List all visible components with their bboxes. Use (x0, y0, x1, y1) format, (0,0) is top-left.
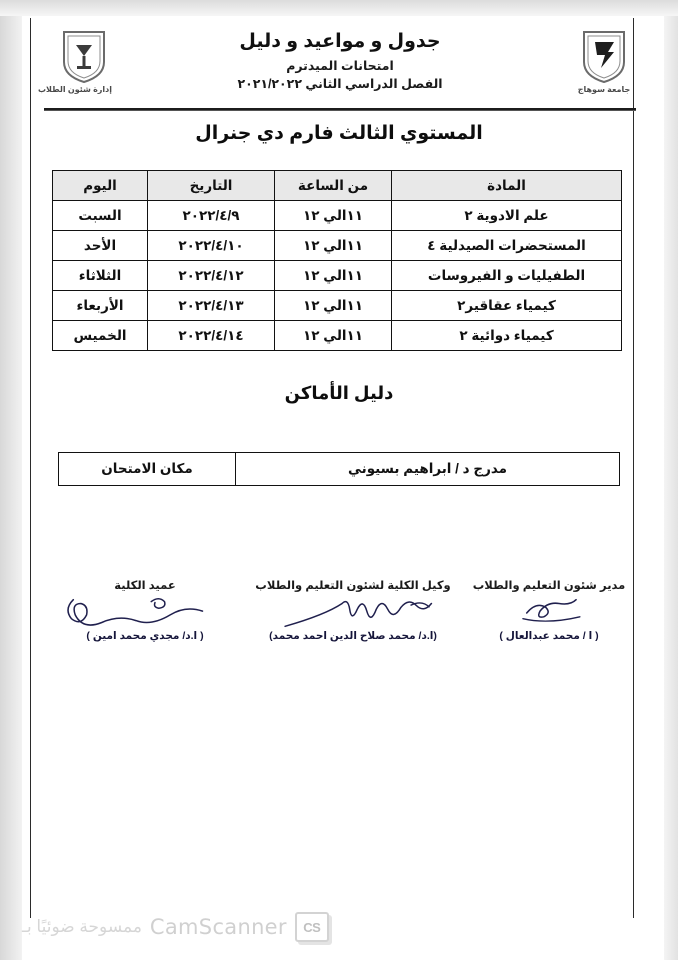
cell-date: ٢٠٢٢/٤/٩ (148, 201, 275, 231)
sohag-university-shield-icon (581, 28, 627, 84)
signature-name-director: ( ا / محمد عبدالعال ) (499, 630, 599, 642)
table-header-row (53, 171, 622, 201)
table-row (53, 231, 622, 261)
header-subtitle-exam-type: امتحانات الميدترم (286, 59, 394, 73)
cell-time: ١١الي ١٢ (275, 321, 392, 351)
header-divider (44, 108, 636, 111)
handwritten-signature-icon (60, 594, 250, 632)
camscanner-wordmark: CamScanner (149, 915, 287, 939)
cell-subject: الطفيليات و الفيروسات (392, 261, 622, 291)
university-crest (576, 28, 632, 94)
places-guide-heading: دليل الأماكن (284, 383, 394, 403)
handwritten-signature-icon (268, 594, 458, 632)
signature-role-director: مدير شئون التعليم والطلاب (472, 580, 626, 592)
page-frame-rule-left (30, 18, 31, 918)
cell-subject: علم الادوية ٢ (392, 201, 622, 231)
university-crest-caption: جامعة سوهاج (577, 85, 631, 94)
table-row (53, 201, 622, 231)
places-guide-table (58, 452, 620, 486)
signature-section (26, 578, 654, 688)
cell-subject: المستحضرات الصيدلية ٤ (392, 231, 622, 261)
column-header-time: من الساعة (275, 171, 392, 201)
column-header-date: التاريخ (148, 171, 275, 201)
signature-block-vice-dean (248, 578, 458, 642)
cell-subject: كيمياء عقاقير٢ (392, 291, 622, 321)
header-subtitle-term: الفصل الدراسي الثاني ٢٠٢١/٢٠٢٢ (237, 77, 443, 91)
signature-role-vice-dean: وكيل الكلية لشئون التعليم والطلاب (255, 580, 451, 592)
camscanner-badge-icon: CS (295, 912, 329, 942)
exam-location-label: مكان الامتحان (59, 453, 236, 486)
header-title-group (40, 30, 640, 91)
column-header-day: اليوم (53, 171, 148, 201)
cell-day: الخميس (53, 321, 148, 351)
cell-day: الثلاثاء (53, 261, 148, 291)
paper-edge-top (0, 0, 678, 16)
camscanner-arabic-text: ممسوحة ضوئيًا بـ (22, 917, 142, 936)
document-header (40, 26, 640, 112)
table-row (59, 453, 620, 486)
table-row (53, 321, 622, 351)
cell-date: ٢٠٢٢/٤/١٢ (148, 261, 275, 291)
cell-date: ٢٠٢٢/٤/١٠ (148, 231, 275, 261)
camscanner-watermark (22, 912, 329, 942)
signature-role-dean: عميد الكلية (114, 580, 176, 592)
signature-block-dean (40, 578, 250, 642)
cell-time: ١١الي ١٢ (275, 261, 392, 291)
page-frame-rule-right (633, 18, 634, 918)
student-affairs-crest-caption: إدارة شئون الطلاب (38, 85, 112, 94)
cell-time: ١١الي ١٢ (275, 201, 392, 231)
table-row (53, 261, 622, 291)
cell-time: ١١الي ١٢ (275, 231, 392, 261)
column-header-subject: المادة (392, 171, 622, 201)
exam-location-value: مدرج د / ابراهيم بسيوني (236, 453, 620, 486)
page-title: جدول و مواعيد و دليل (239, 31, 441, 52)
cell-subject: كيمياء دوائية ٢ (392, 321, 622, 351)
cell-time: ١١الي ١٢ (275, 291, 392, 321)
signature-name-dean: ( ا.د/ مجدي محمد امين ) (86, 630, 204, 642)
handwritten-signature-icon (464, 594, 654, 632)
signature-name-vice-dean: (ا.د/ محمد صلاح الدين احمد محمد) (269, 630, 437, 642)
cell-date: ٢٠٢٢/٤/١٣ (148, 291, 275, 321)
exam-schedule-table (52, 170, 622, 351)
cell-day: الأربعاء (53, 291, 148, 321)
table-row (53, 291, 622, 321)
level-title: المستوي الثالث فارم دي جنرال (195, 123, 483, 144)
cell-date: ٢٠٢٢/٤/١٤ (148, 321, 275, 351)
cell-day: الأحد (53, 231, 148, 261)
signature-block-director (444, 578, 654, 642)
cell-day: السبت (53, 201, 148, 231)
